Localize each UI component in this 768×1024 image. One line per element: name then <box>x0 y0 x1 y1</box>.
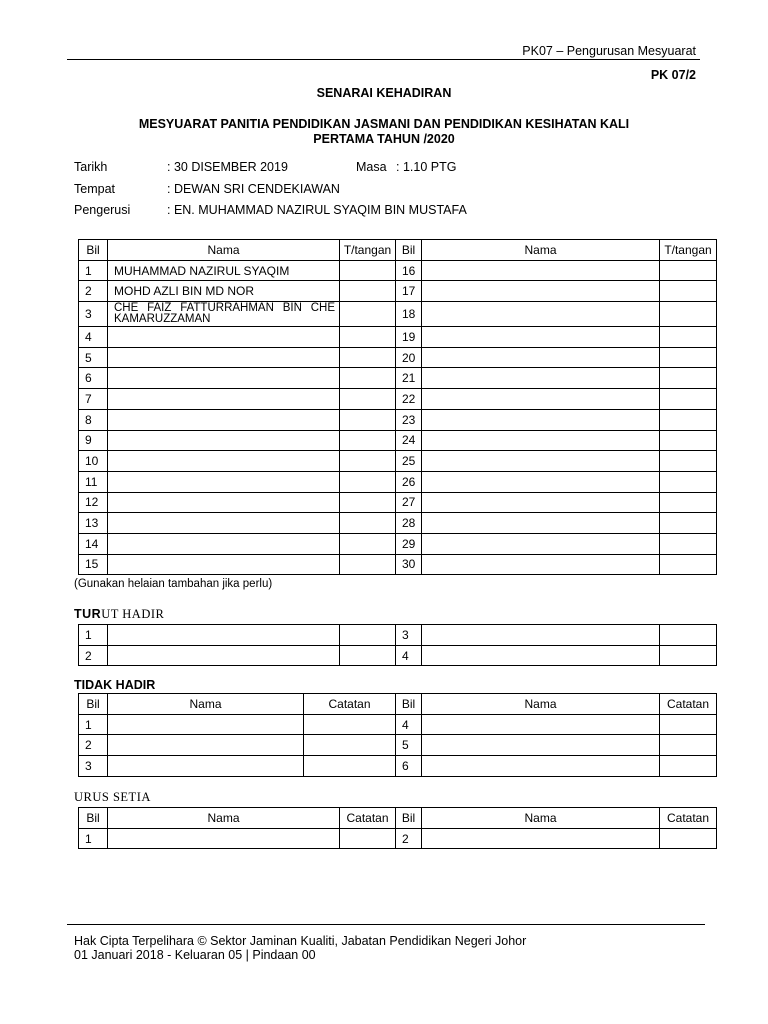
pengerusi-value: : EN. MUHAMMAD NAZIRUL SYAQIM BIN MUSTAFA <box>167 203 467 217</box>
signature-cell <box>660 368 717 389</box>
tidak-hadir-table <box>78 693 717 777</box>
page-title: SENARAI KEHADIRAN <box>316 86 452 100</box>
name-cell <box>108 735 304 756</box>
notes-cell <box>660 756 717 777</box>
name-cell <box>108 645 340 666</box>
signature-cell <box>660 471 717 492</box>
table-row <box>79 756 717 777</box>
meeting-title-line2: PERTAMA TAHUN /2020 <box>313 132 455 146</box>
notes-cell <box>660 828 717 849</box>
row-number: 18 <box>396 302 422 327</box>
row-number: 17 <box>396 281 422 302</box>
signature-cell <box>340 513 396 534</box>
name-cell <box>108 625 340 646</box>
header-nama: Nama <box>108 808 340 829</box>
footer-divider <box>67 924 705 925</box>
urus-setia-table <box>78 807 717 849</box>
row-number: 1 <box>79 714 108 735</box>
table-row <box>79 471 717 492</box>
extra-sheet-note: (Gunakan helaian tambahan jika perlu) <box>74 578 273 590</box>
table-header-row <box>79 808 717 829</box>
masa-label: Masa <box>356 160 387 174</box>
document-reference: PK07 – Pengurusan Mesyuarat <box>522 44 696 58</box>
tarikh-label: Tarikh <box>74 160 108 174</box>
header-nama: Nama <box>422 694 660 715</box>
row-number: 29 <box>396 533 422 554</box>
attendee-name <box>422 471 660 492</box>
signature-cell <box>660 492 717 513</box>
table-row <box>79 714 717 735</box>
header-bil: Bil <box>79 694 108 715</box>
signature-cell <box>340 430 396 451</box>
attendee-name: MUHAMMAD NAZIRUL SYAQIM <box>108 260 340 281</box>
table-header-row <box>79 240 717 261</box>
row-number: 1 <box>79 828 108 849</box>
row-number: 19 <box>396 327 422 348</box>
table-row <box>79 533 717 554</box>
row-number: 8 <box>79 409 108 430</box>
turut-hadir-title-rest: UT HADIR <box>101 607 165 621</box>
attendee-name <box>422 554 660 575</box>
table-row <box>79 645 717 666</box>
header-bil: Bil <box>79 808 108 829</box>
header-catatan: Catatan <box>660 694 717 715</box>
table-row <box>79 347 717 368</box>
row-number: 1 <box>79 625 108 646</box>
attendee-name: MOHD AZLI BIN MD NOR <box>108 281 340 302</box>
meeting-info <box>74 160 674 230</box>
header-catatan: Catatan <box>304 694 396 715</box>
row-number: 25 <box>396 451 422 472</box>
name-cell <box>422 714 660 735</box>
attendee-name <box>108 533 340 554</box>
signature-cell <box>340 327 396 348</box>
attendee-name <box>108 430 340 451</box>
signature-cell <box>660 260 717 281</box>
row-number: 30 <box>396 554 422 575</box>
row-number: 24 <box>396 430 422 451</box>
signature-cell <box>660 430 717 451</box>
attendee-name <box>422 302 660 327</box>
table-row <box>79 281 717 302</box>
signature-cell <box>340 492 396 513</box>
header-bil: Bil <box>396 240 422 261</box>
masa-value: : 1.10 PTG <box>396 160 457 174</box>
signature-cell <box>340 260 396 281</box>
tempat-label: Tempat <box>74 182 115 196</box>
attendee-name <box>108 327 340 348</box>
table-row <box>79 302 717 327</box>
attendee-name <box>422 430 660 451</box>
signature-cell <box>340 471 396 492</box>
header-bil: Bil <box>79 240 108 261</box>
row-number: 5 <box>396 735 422 756</box>
row-number: 14 <box>79 533 108 554</box>
row-number: 4 <box>396 645 422 666</box>
row-number: 3 <box>396 625 422 646</box>
pengerusi-label: Pengerusi <box>74 203 131 217</box>
attendee-name <box>422 347 660 368</box>
tarikh-value: : 30 DISEMBER 2019 <box>167 160 288 174</box>
attendee-name <box>422 389 660 410</box>
signature-cell <box>660 409 717 430</box>
signature-cell <box>340 645 396 666</box>
header-bil: Bil <box>396 808 422 829</box>
signature-cell <box>340 451 396 472</box>
signature-cell <box>660 533 717 554</box>
row-number: 26 <box>396 471 422 492</box>
notes-cell <box>304 714 396 735</box>
signature-cell <box>660 281 717 302</box>
row-number: 16 <box>396 260 422 281</box>
row-number: 4 <box>396 714 422 735</box>
signature-cell <box>660 389 717 410</box>
attendee-name <box>108 492 340 513</box>
signature-cell <box>660 347 717 368</box>
table-row <box>79 625 717 646</box>
row-number: 3 <box>79 756 108 777</box>
row-number: 5 <box>79 347 108 368</box>
signature-cell <box>660 327 717 348</box>
row-number: 2 <box>396 828 422 849</box>
turut-hadir-title-bold: TUR <box>74 607 102 621</box>
row-number: 1 <box>79 260 108 281</box>
name-cell <box>422 828 660 849</box>
urus-setia-title: URUS SETIA <box>74 790 151 804</box>
turut-hadir-title <box>74 607 164 622</box>
row-number: 13 <box>79 513 108 534</box>
table-row <box>79 389 717 410</box>
signature-cell <box>340 302 396 327</box>
attendee-name <box>422 327 660 348</box>
attendee-name <box>108 347 340 368</box>
signature-cell <box>340 389 396 410</box>
name-cell <box>422 625 660 646</box>
header-catatan: Catatan <box>660 808 717 829</box>
attendee-name <box>108 513 340 534</box>
row-number: 7 <box>79 389 108 410</box>
header-nama: Nama <box>108 694 304 715</box>
attendee-name <box>108 368 340 389</box>
signature-cell <box>340 554 396 575</box>
name-cell <box>108 714 304 735</box>
attendee-name <box>422 409 660 430</box>
row-number: 6 <box>396 756 422 777</box>
row-number: 21 <box>396 368 422 389</box>
attendee-name <box>108 451 340 472</box>
header-nama: Nama <box>422 240 660 261</box>
signature-cell <box>340 533 396 554</box>
table-row <box>79 368 717 389</box>
notes-cell <box>660 735 717 756</box>
name-cell <box>422 756 660 777</box>
table-row <box>79 260 717 281</box>
table-row <box>79 513 717 534</box>
attendee-name <box>108 471 340 492</box>
name-cell <box>108 756 304 777</box>
header-nama: Nama <box>422 808 660 829</box>
signature-cell <box>660 513 717 534</box>
row-number: 23 <box>396 409 422 430</box>
header-catatan: Catatan <box>340 808 396 829</box>
attendee-name <box>108 389 340 410</box>
row-number: 15 <box>79 554 108 575</box>
footer-revision: 01 Januari 2018 - Keluaran 05 | Pindaan 00 <box>74 948 316 962</box>
attendee-name <box>422 513 660 534</box>
row-number: 6 <box>79 368 108 389</box>
turut-hadir-table <box>78 624 717 666</box>
attendance-table <box>78 239 717 575</box>
row-number: 9 <box>79 430 108 451</box>
header-bil: Bil <box>396 694 422 715</box>
row-number: 3 <box>79 302 108 327</box>
attendee-name <box>108 409 340 430</box>
signature-cell <box>340 281 396 302</box>
header-ttangan: T/tangan <box>340 240 396 261</box>
row-number: 11 <box>79 471 108 492</box>
name-cell <box>422 735 660 756</box>
table-row <box>79 451 717 472</box>
notes-cell <box>660 714 717 735</box>
name-cell <box>422 645 660 666</box>
attendee-name <box>422 533 660 554</box>
row-number: 2 <box>79 735 108 756</box>
meeting-title-line1: MESYUARAT PANITIA PENDIDIKAN JASMANI DAN PENDIDIKAN KESIHATAN KALI <box>138 117 630 131</box>
row-number: 20 <box>396 347 422 368</box>
row-number: 4 <box>79 327 108 348</box>
table-row <box>79 409 717 430</box>
tidak-hadir-title: TIDAK HADIR <box>74 678 156 692</box>
row-number: 28 <box>396 513 422 534</box>
table-row <box>79 554 717 575</box>
tempat-value: : DEWAN SRI CENDEKIAWAN <box>167 182 340 196</box>
row-number: 27 <box>396 492 422 513</box>
attendee-name <box>422 368 660 389</box>
signature-cell <box>340 409 396 430</box>
meeting-title <box>0 117 768 147</box>
signature-cell <box>340 368 396 389</box>
attendee-name <box>422 492 660 513</box>
attendee-name: CHE FAIZ FATTURRAHMAN BIN CHE KAMARUZZAMAN <box>108 302 340 327</box>
notes-cell <box>340 828 396 849</box>
table-row <box>79 327 717 348</box>
signature-cell <box>660 451 717 472</box>
signature-cell <box>660 302 717 327</box>
table-row <box>79 492 717 513</box>
attendee-name <box>108 554 340 575</box>
signature-cell <box>660 625 717 646</box>
table-row <box>79 828 717 849</box>
row-number: 2 <box>79 645 108 666</box>
row-number: 10 <box>79 451 108 472</box>
attendee-name <box>422 451 660 472</box>
row-number: 12 <box>79 492 108 513</box>
table-row <box>79 735 717 756</box>
table-row <box>79 430 717 451</box>
header-nama: Nama <box>108 240 340 261</box>
signature-cell <box>340 625 396 646</box>
attendee-name <box>422 260 660 281</box>
header-divider <box>67 59 700 60</box>
name-cell <box>108 828 340 849</box>
row-number: 22 <box>396 389 422 410</box>
signature-cell <box>340 347 396 368</box>
notes-cell <box>304 735 396 756</box>
signature-cell <box>660 645 717 666</box>
notes-cell <box>304 756 396 777</box>
signature-cell <box>660 554 717 575</box>
table-header-row <box>79 694 717 715</box>
attendee-name <box>422 281 660 302</box>
footer-copyright: Hak Cipta Terpelihara © Sektor Jaminan Kualiti, Jabatan Pendidikan Negeri Johor <box>74 934 527 948</box>
document-code: PK 07/2 <box>650 68 696 82</box>
header-ttangan: T/tangan <box>660 240 717 261</box>
row-number: 2 <box>79 281 108 302</box>
